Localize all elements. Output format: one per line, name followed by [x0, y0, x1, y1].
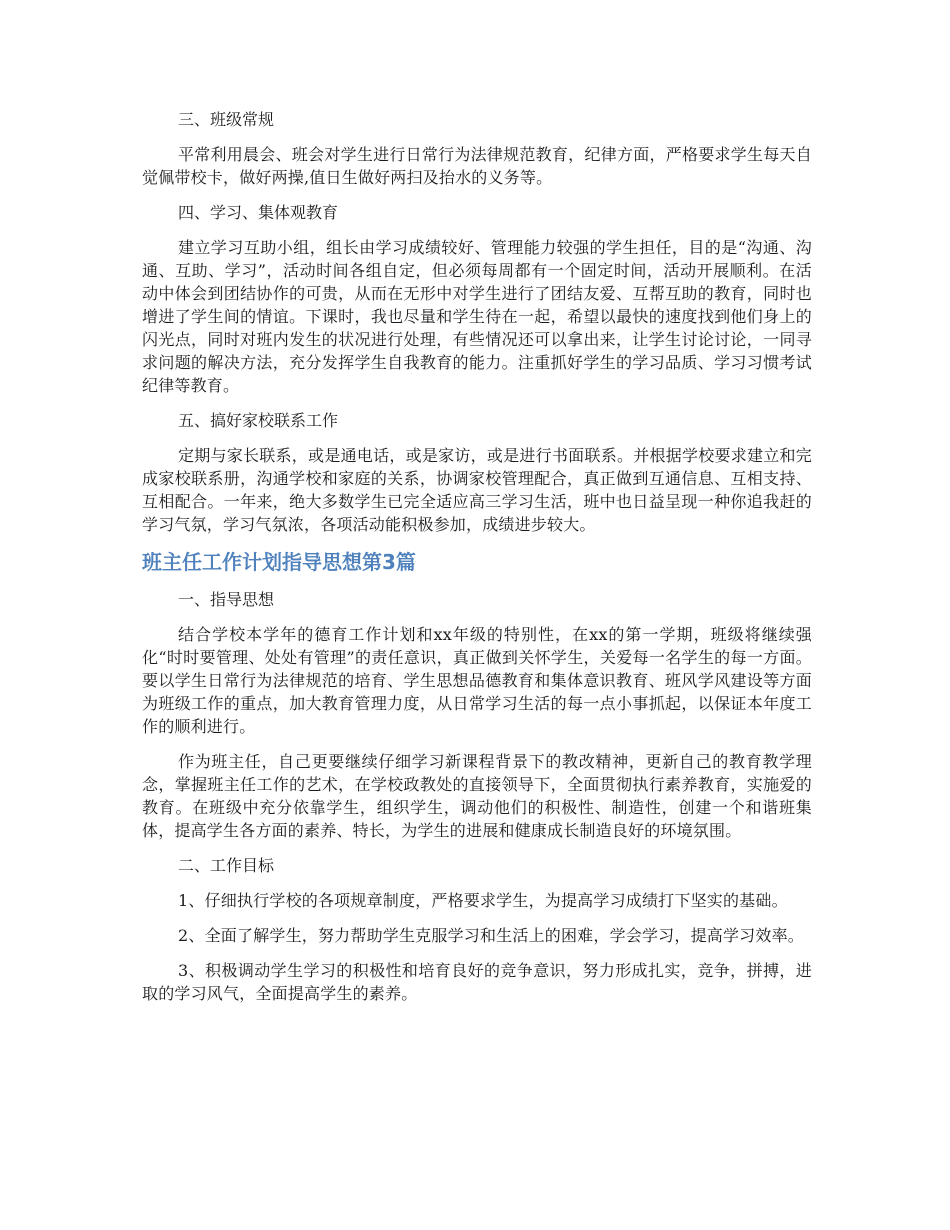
section-heading-study-collective: 四、学习、集体观教育 — [178, 203, 339, 222]
section-heading-guiding-thought: 一、指导思想 — [178, 590, 275, 609]
document-title: 班主任工作计划指导思想第3篇 — [142, 550, 416, 574]
paragraph-goal-2: 2、全面了解学生，努力帮助学生克服学习和生活上的困难，学会学习，提高学习效率。 — [178, 926, 804, 945]
document-page — [142, 108, 812, 1017]
document-body-bottom — [142, 588, 812, 1005]
document-body-top — [142, 108, 812, 536]
paragraph-goal-1: 1、仔细执行学校的各项规章制度，严格要求学生，为提高学习成绩打下坚实的基础。 — [178, 891, 788, 910]
paragraph-home-school: 定期与家长联系，或是通电话，或是家访，或是进行书面联系。并根据学校要求建立和完成家校联系册，沟通学校和家庭的关系，协调家校管理配合，真正做到互通信息、互相支持、互相配合。一年来，绝大多数学生已完全适应高三学习生活，班中也日益呈现一种你追我赶的学习气氛，学习气氛浓，各项活动能积极参加，成绩进步较大。 — [142, 446, 812, 534]
paragraph-guiding-thought-2: 作为班主任，自己更要继续仔细学习新课程背景下的教改精神，更新自己的教育教学理念，掌握班主任工作的艺术，在学校政教处的直接领导下，全面贯彻执行素养教育，实施爱的教育。在班级中充分依靠学生，组织学生，调动他们的积极性、制造性，创建一个和谐班集体，提高学生各方面的素养、特长，为学生的进展和健康成长制造良好的环境氛围。 — [142, 752, 812, 840]
paragraph-study-collective: 建立学习互助小组，组长由学习成绩较好、管理能力较强的学生担任，目的是“沟通、沟通、互助、学习”，活动时间各组自定，但必须每周都有一个固定时间，活动开展顺利。在活动中体会到团结协作的可贵，从而在无形中对学生进行了团结友爱、互帮互助的教育，同时也增进了学生间的情谊。下课时，我也尽量和学生待在一起，希望以最快的速度找到他们身上的闪光点，同时对班内发生的状况进行处理，有些情况还可以拿出来，让学生讨论讨论，一同寻求问题的解决方法，充分发挥学生自我教育的能力。注重抓好学生的学习品质、学习习惯考试纪律等教育。 — [142, 238, 812, 395]
paragraph-class-routine: 平常利用晨会、班会对学生进行日常行为法律规范教育，纪律方面，严格要求学生每天自觉佩带校卡，做好两操,值日生做好两扫及抬水的义务等。 — [142, 145, 812, 187]
paragraph-goal-3: 3、积极调动学生学习的积极性和培育良好的竞争意识，努力形成扎实，竞争，拼搏，进取的学习风气，全面提高学生的素养。 — [142, 961, 812, 1003]
section-heading-class-routine: 三、班级常规 — [178, 110, 275, 129]
section-heading-home-school: 五、搞好家校联系工作 — [178, 411, 339, 430]
section-heading-work-goals: 二、工作目标 — [178, 856, 275, 875]
paragraph-guiding-thought-1: 结合学校本学年的德育工作计划和xx年级的特别性，在xx的第一学期，班级将继续强化“时时要管理、处处有管理”的责任意识，真正做到关怀学生，关爱每一名学生的每一方面。要以学生日常行为法律规范的培育、学生思想品德教育和集体意识教育、班风学风建设等方面为班级工作的重点，加大教育管理力度，从日常学习生活的每一点小事抓起，以保证本年度工作的顺利进行。 — [142, 625, 812, 736]
